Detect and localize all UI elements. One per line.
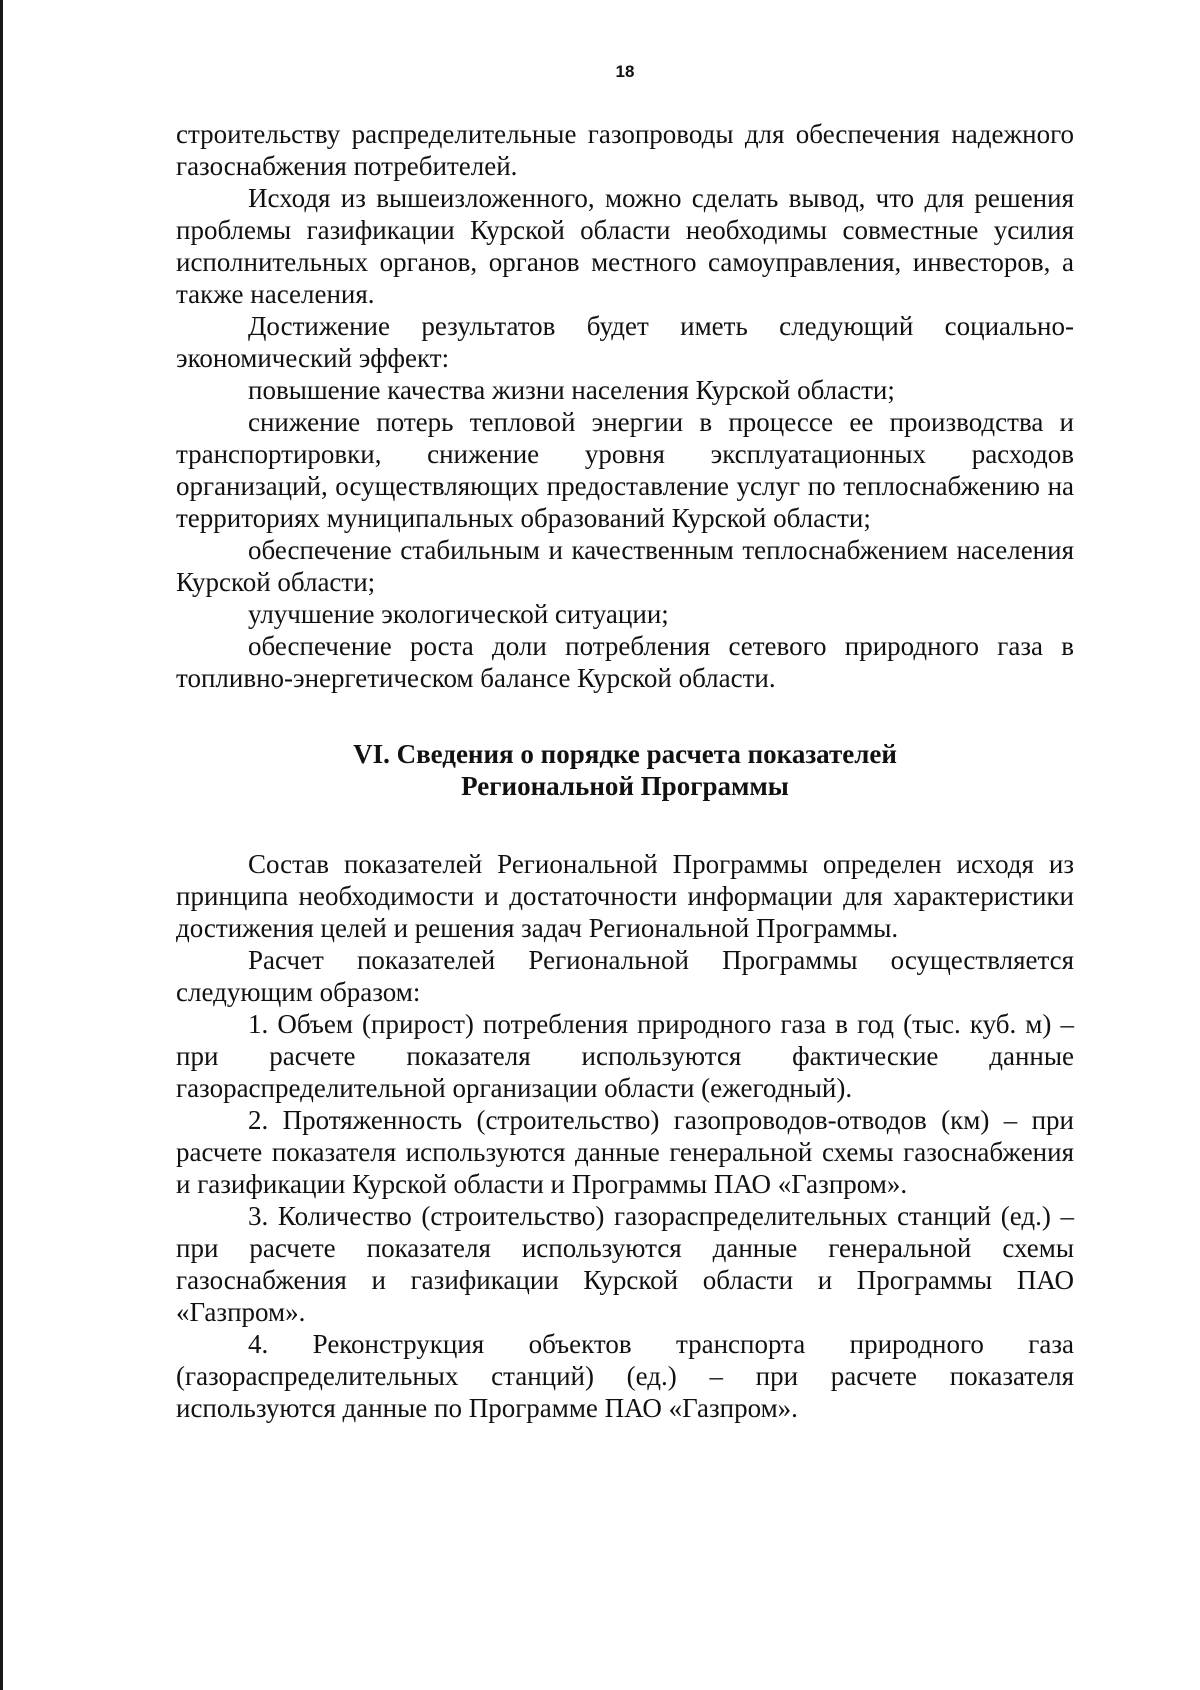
paragraph: Достижение результатов будет иметь следующий социально-экономический эффект: [176,311,1074,373]
paragraph: Расчет показателей Региональной Программы осуществляется следующим образом: [176,945,1074,1007]
section-heading [176,738,1074,802]
page-number: 18 [615,62,635,81]
section-heading-line-1: VI. Сведения о порядке расчета показателей [353,739,897,769]
numbered-item: 3. Количество (строительство) газораспределительных станций (ед.) – при расчете показателя используются данные генеральной схемы газоснабжения и газификации Курской области и Программы ПАО «Газпром». [176,1201,1074,1327]
list-item: снижение потерь тепловой энергии в процессе ее производства и транспортировки, снижение уровня эксплуатационных расходов организаций, осуществляющих предоставление услуг по теплоснабжению на территориях муниципальных образований Курской области; [176,407,1074,533]
section-heading-line-2: Региональной Программы [461,771,789,801]
scan-edge [0,0,3,1690]
document-body [176,118,1074,1424]
paragraphs-after-heading [176,848,1074,1424]
paragraphs-before-heading [176,118,1074,694]
paragraph: Исходя из вышеизложенного, можно сделать вывод, что для решения проблемы газификации Курской области необходимы совместные усилия исполнительных органов, органов местного самоуправления, инвесторов, а также населения. [176,183,1074,309]
paragraph: строительству распределительные газопроводы для обеспечения надежного газоснабжения потребителей. [176,119,1074,181]
numbered-item: 1. Объем (прирост) потребления природного газа в год (тыс. куб. м) – при расчете показателя используются фактические данные газораспределительной организации области (ежегодный). [176,1009,1074,1103]
list-item: улучшение экологической ситуации; [248,599,669,629]
list-item: повышение качества жизни населения Курской области; [248,375,895,405]
list-item: обеспечение роста доли потребления сетевого природного газа в топливно-энергетическом балансе Курской области. [176,631,1074,693]
numbered-item: 4. Реконструкция объектов транспорта природного газа (газораспределительных станций) (ед.) – при расчете показателя используются данные по Программе ПАО «Газпром». [176,1329,1074,1423]
paragraph: Состав показателей Региональной Программы определен исходя из принципа необходимости и достаточности информации для характеристики достижения целей и решения задач Региональной Программы. [176,849,1074,943]
list-item: обеспечение стабильным и качественным теплоснабжением населения Курской области; [176,535,1074,597]
numbered-item: 2. Протяженность (строительство) газопроводов-отводов (км) – при расчете показателя используются данные генеральной схемы газоснабжения и газификации Курской области и Программы ПАО «Газпром». [176,1105,1074,1199]
